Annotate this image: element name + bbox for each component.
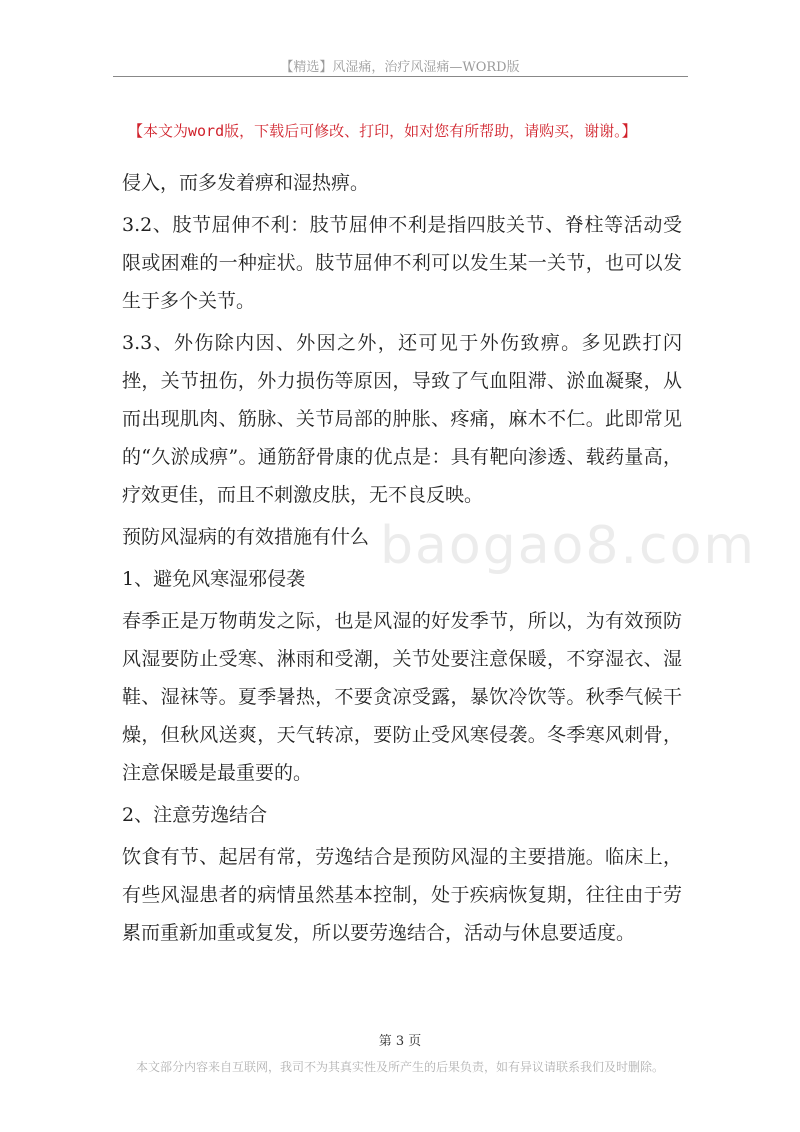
download-notice: 【本文为word版，下载后可修改、打印，如对您有所帮助，请购买，谢谢。】 <box>128 122 637 140</box>
paragraph-3-3: 3.3、外伤除内因、外因之外，还可见于外伤致痹。多见跌打闪挫，关节扭伤，外力损伤等原因，导致了气血阻滞、淤血凝聚，从而出现肌肉、筋脉、关节局部的肿胀、疼痛，麻木不仁。此即常见的“久淤成痹”。通筋舒骨康的优点是：具有靶向渗透、载药量高，疗效更佳，而且不刺激皮肤，无不良反映。 <box>122 332 682 506</box>
footer-disclaimer: 本文部分内容来自互联网，我司不为其真实性及所产生的后果负责，如有异议请联系我们及时删除。 <box>135 1060 664 1074</box>
page-number: 第 3 页 <box>378 1034 422 1049</box>
document-body <box>122 164 682 956</box>
watermark: baogao8.com <box>380 516 757 576</box>
page-header: 【精选】风湿痛，治疗风湿痛—WORD版 <box>280 60 520 75</box>
header-divider <box>113 76 688 77</box>
subheading-1: 1、避免风寒湿邪侵袭 <box>122 568 306 590</box>
subheading-2: 2、注意劳逸结合 <box>122 804 268 826</box>
paragraph-continuation: 侵入，而多发着痹和湿热痹。 <box>122 172 370 194</box>
paragraph-3-2: 3.2、肢节屈伸不利：肢节屈伸不利是指四肢关节、脊柱等活动受限或困难的一种症状。肢节屈伸不利可以发生某一关节，也可以发生于多个关节。 <box>122 214 682 312</box>
paragraph-prevention-2: 饮食有节、起居有常，劳逸结合是预防风湿的主要措施。临床上，有些风湿患者的病情虽然基本控制，处于疾病恢复期，往往由于劳累而重新加重或复发，所以要劳逸结合，活动与休息要适度。 <box>122 846 682 944</box>
paragraph-prevention-1: 春季正是万物萌发之际，也是风湿的好发季节，所以，为有效预防风湿要防止受寒、淋雨和受潮，关节处要注意保暖，不穿湿衣、湿鞋、湿袜等。夏季暑热，不要贪凉受露，暴饮冷饮等。秋季气候干燥，但秋风送爽，天气转凉，要防止受风寒侵袭。冬季寒风刺骨，注意保暖是最重要的。 <box>122 610 682 784</box>
section-heading-prevention: 预防风湿病的有效措施有什么 <box>122 526 370 548</box>
